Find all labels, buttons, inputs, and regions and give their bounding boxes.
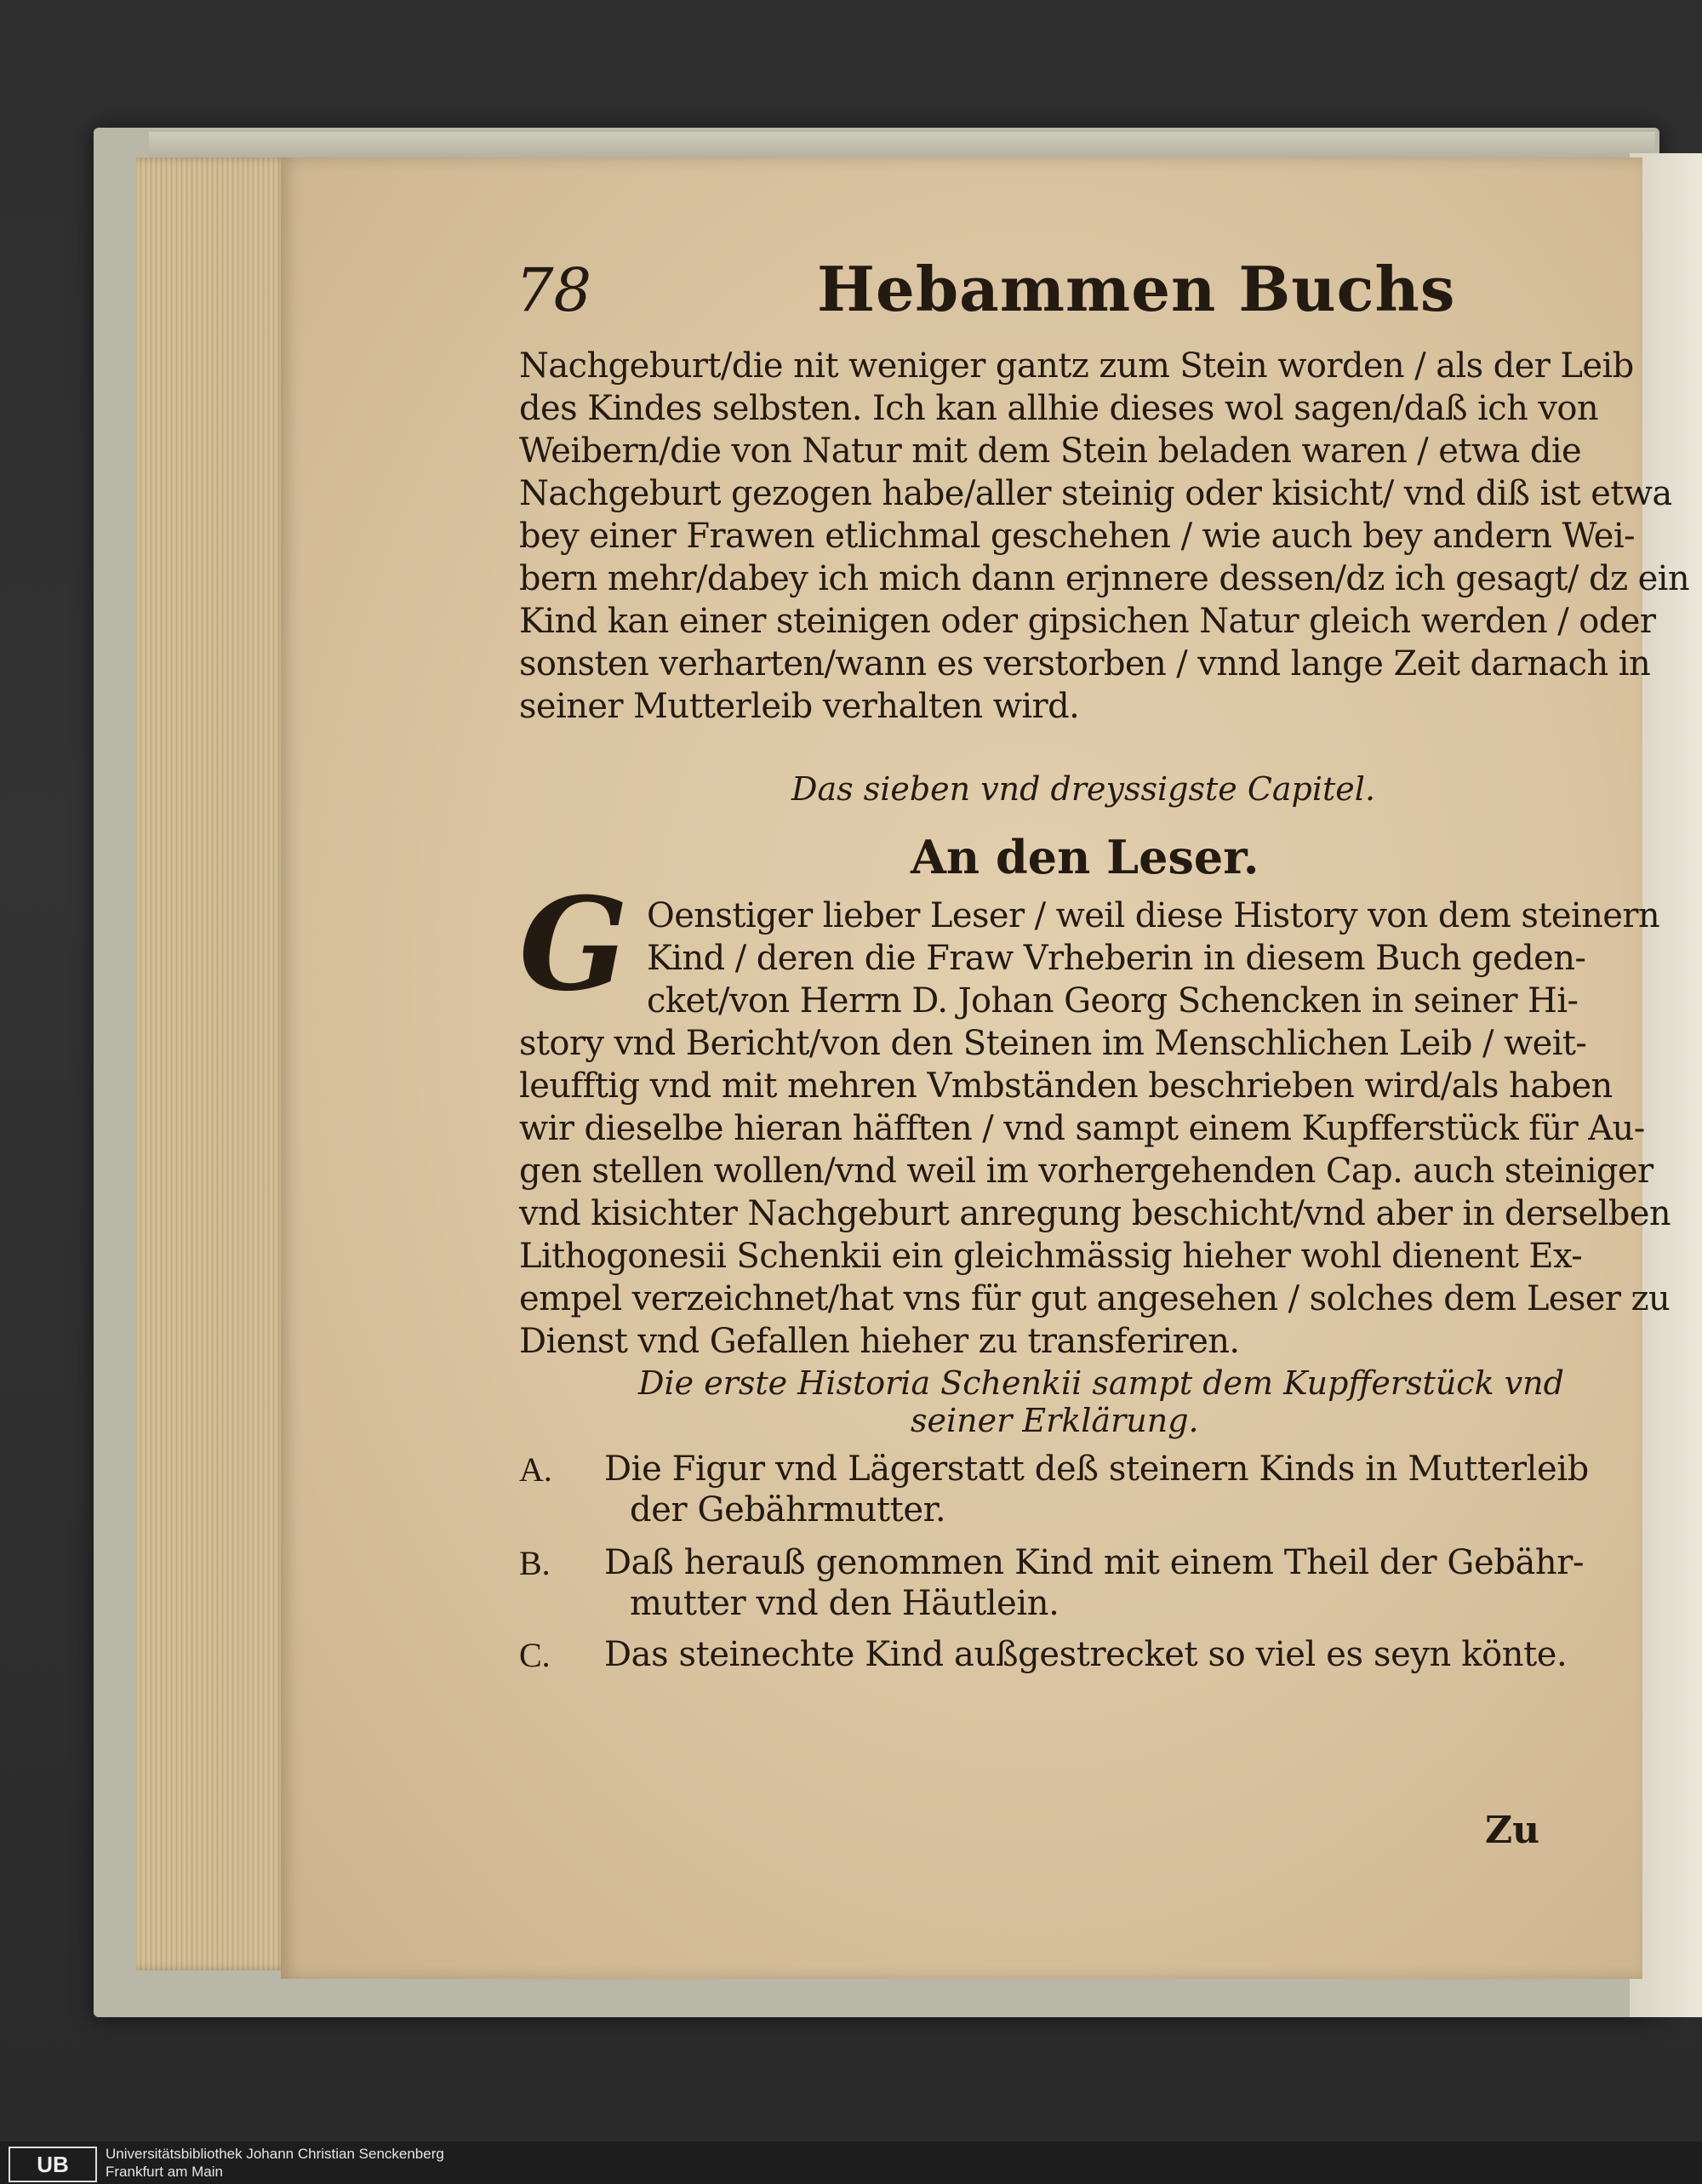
item-label: A.	[519, 1450, 552, 1489]
text-line: Kind / deren die Fraw Vrheberin in diesem Buch geden-	[647, 939, 1586, 978]
item-text: mutter vnd den Häutlein.	[630, 1584, 1059, 1623]
text-line: bey einer Frawen etlichmal geschehen / wie auch bey andern Wei-	[519, 517, 1635, 556]
text-line: Weibern/die von Natur mit dem Stein beladen waren / etwa die	[519, 432, 1582, 471]
section-title: An den Leser.	[911, 830, 1259, 884]
caption-line: Die erste Historia Schenkii sampt dem Kupfferstück vnd	[638, 1364, 1564, 1402]
chapter-title: Das sieben vnd dreyssigste Capitel.	[791, 770, 1376, 808]
text-line: leufftig vnd mit mehren Vmbständen beschrieben wird/als haben	[519, 1066, 1613, 1106]
text-line: Oenstiger lieber Leser / weil diese History von dem steinern	[647, 896, 1660, 935]
catchword: Zu	[1485, 1809, 1540, 1852]
text-line: wir dieselbe hieran häfften / vnd sampt einem Kupfferstück für Au-	[519, 1109, 1645, 1148]
footer-library-city: Frankfurt am Main	[106, 2164, 223, 2180]
caption-line: seiner Erklärung.	[911, 1402, 1199, 1439]
item-label: B.	[519, 1544, 551, 1582]
item-text: der Gebährmutter.	[630, 1490, 946, 1529]
text-line: empel verzeichnet/hat vns für gut angesehen / solches dem Leser zu	[519, 1279, 1671, 1318]
page-edges	[136, 157, 289, 1970]
text-line: Kind kan einer steinigen oder gipsichen Natur gleich werden / oder	[519, 602, 1656, 641]
running-head: Hebammen Buchs	[817, 253, 1456, 325]
item-text: Daß herauß genommen Kind mit einem Theil der Gebähr-	[604, 1543, 1585, 1582]
decorated-initial: G	[519, 870, 629, 1020]
text-line: bern mehr/dabey ich mich dann erjnnere dessen/dz ich gesagt/ dz ein	[519, 559, 1689, 598]
text-line: Nachgeburt/die nit weniger gantz zum Stein worden / als der Leib	[519, 346, 1634, 386]
item-text: Das steinechte Kind außgestrecket so viel es seyn könte.	[604, 1635, 1568, 1674]
footer-bar	[0, 2141, 1702, 2184]
text-line: Dienst vnd Gefallen hieher zu transferiren.	[519, 1322, 1240, 1361]
item-text: Die Figur vnd Lägerstatt deß steinern Kinds in Mutterleib	[604, 1449, 1589, 1489]
ub-logo: UB	[9, 2147, 97, 2182]
footer-library-name: Universitätsbibliothek Johann Christian Senckenberg	[106, 2146, 444, 2162]
text-line: sonsten verharten/wann es verstorben / vnnd lange Zeit darnach in	[519, 644, 1651, 683]
text-line: gen stellen wollen/vnd weil im vorhergehenden Cap. auch steiniger	[519, 1152, 1653, 1191]
page-text	[281, 157, 1689, 1979]
book-page	[281, 157, 1689, 1979]
text-line: Lithogonesii Schenkii ein gleichmässig hieher wohl dienent Ex-	[519, 1237, 1583, 1276]
text-line: vnd kisichter Nachgeburt anregung beschicht/vnd aber in derselben	[519, 1194, 1671, 1233]
text-line: story vnd Bericht/von den Steinen im Menschlichen Leib / weit-	[519, 1024, 1587, 1063]
text-line: Nachgeburt gezogen habe/aller steinig oder kisicht/ vnd diß ist etwa	[519, 474, 1672, 513]
item-label: C.	[519, 1636, 551, 1674]
page-number: 78	[516, 255, 592, 325]
text-line: des Kindes selbsten. Ich kan allhie dieses wol sagen/daß ich von	[519, 389, 1598, 428]
text-line: cket/von Herrn D. Johan Georg Schencken in seiner Hi-	[647, 981, 1579, 1021]
text-line: seiner Mutterleib verhalten wird.	[519, 687, 1080, 726]
